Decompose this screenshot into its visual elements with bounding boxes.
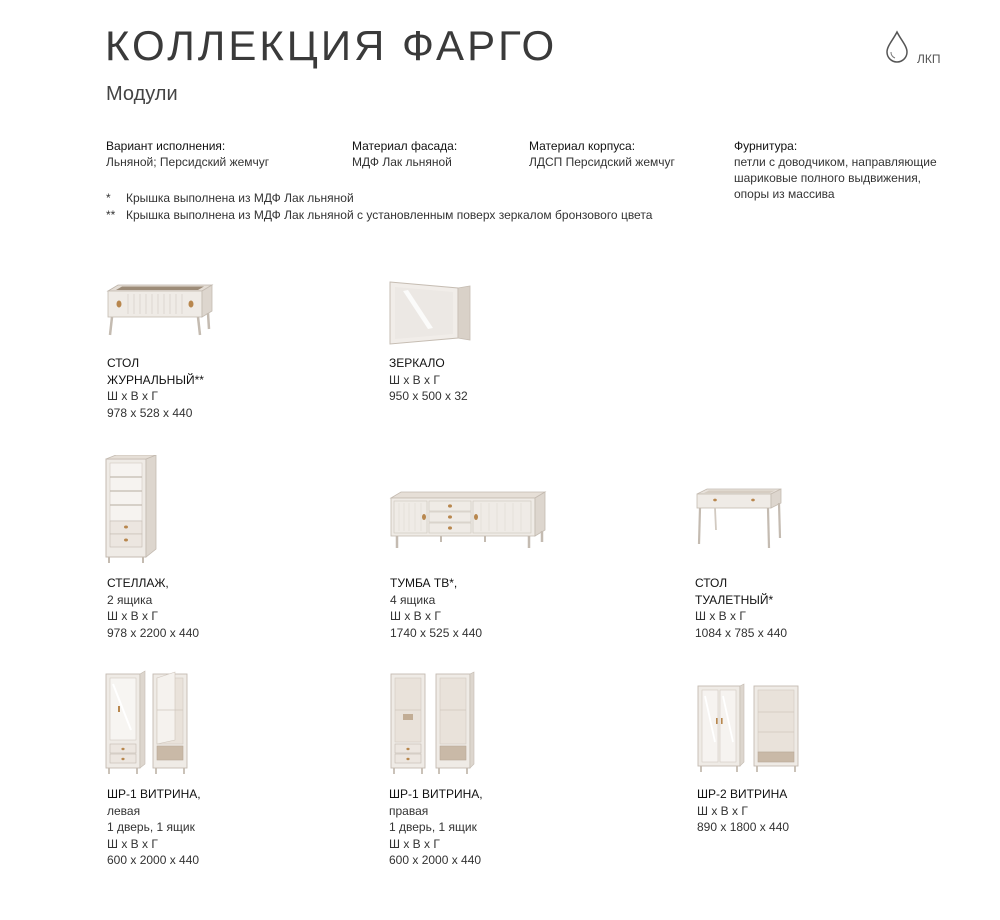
product-dims-label: Ш х В х Г [695,609,746,623]
product-desc: 1 дверь, 1 ящик [107,820,195,834]
product-dims: 1084 х 785 х 440 [695,625,788,640]
footnotes [106,190,652,224]
product-name: ЗЕРКАЛО [389,356,445,370]
footnote [106,207,652,224]
shelving-image [104,455,160,565]
tv-stand-image [389,490,547,552]
product-tv-stand [390,575,482,641]
badge-label: ЛКП [917,52,941,66]
footnote-text: Крышка выполнена из МДФ Лак льняной [126,191,354,205]
display-cabinet-right-image [388,670,476,776]
product-desc: 4 ящика [390,592,436,607]
coffee-table-image [104,283,216,341]
product-dims-label: Ш х В х Г [389,836,440,851]
product-dims-label: Ш х В х Г [390,609,441,623]
spec-heading: Материал корпуса: [529,139,636,153]
spec-body [529,138,675,170]
spec-line: МДФ Лак льняной [352,155,452,169]
spec-line: Льняной; Персидский жемчуг [106,155,270,169]
spec-heading: Фурнитура: [734,139,798,153]
product-desc: правая [389,803,429,818]
product-dims-label: Ш х В х Г [389,372,440,387]
product-name: ТУАЛЕТНЫЙ* [695,592,774,607]
product-name: ШР-2 ВИТРИНА [697,787,788,801]
product-name: ШР-1 ВИТРИНА, [389,787,483,801]
mirror-image [388,280,472,346]
spec-heading: Вариант исполнения: [106,139,226,153]
spec-line: шариковые полного выдвижения, [734,171,922,185]
product-desc: левая [107,803,141,818]
spec-facade [352,138,457,170]
display-cabinet-left-image [105,670,191,776]
product-dims: 600 х 2000 х 440 [389,853,482,867]
spec-heading: Материал фасада: [352,139,458,153]
drop-icon [884,30,910,64]
product-coffee-table [107,355,204,421]
footnote-text: Крышка выполнена из МДФ Лак льняной с установленным поверх зеркалом бронзового цвета [126,208,653,222]
product-dims: 1740 х 525 х 440 [390,625,483,640]
footnote-mark: * [106,191,111,205]
spec-line: петли с доводчиком, направляющие [734,155,937,169]
footnote [106,190,652,207]
product-shelving [107,575,199,641]
product-mirror [389,355,468,405]
product-name: ТУМБА ТВ*, [390,576,458,590]
footnote-mark: ** [106,208,116,222]
spec-variant [106,138,269,170]
product-name: СТОЛ [695,576,728,590]
product-display-left [107,786,201,869]
product-dims-label: Ш х В х Г [107,836,158,851]
product-name: ЖУРНАЛЬНЫЙ** [107,372,204,387]
product-dims: 600 х 2000 х 440 [107,853,200,867]
product-dims: 950 х 500 х 32 [389,389,468,403]
product-dims-label: Ш х В х Г [107,609,158,623]
product-name: СТОЛ [107,356,140,370]
product-desc: 2 ящика [107,592,153,607]
page-title: КОЛЛЕКЦИЯ ФАРГО [105,22,558,69]
display-cabinet-2-image [696,682,802,776]
dressing-table-image [695,488,785,552]
product-dims: 978 х 528 х 440 [107,405,193,420]
product-desc: 1 дверь, 1 ящик [389,820,477,834]
product-dims-label: Ш х В х Г [697,803,748,818]
spec-line: опоры из массива [734,187,835,201]
product-dims-label: Ш х В х Г [107,389,158,403]
product-display-2 [697,786,789,836]
page-subtitle: Модули [106,83,178,105]
product-dims: 978 х 2200 х 440 [107,625,200,640]
spec-line: ЛДСП Персидский жемчуг [529,155,675,169]
product-dims: 890 х 1800 х 440 [697,820,790,834]
product-name: ШР-1 ВИТРИНА, [107,787,201,801]
spec-hardware [734,138,937,202]
product-name: СТЕЛЛАЖ, [107,576,169,590]
product-display-right [389,786,483,869]
product-dressing-table [695,575,787,641]
